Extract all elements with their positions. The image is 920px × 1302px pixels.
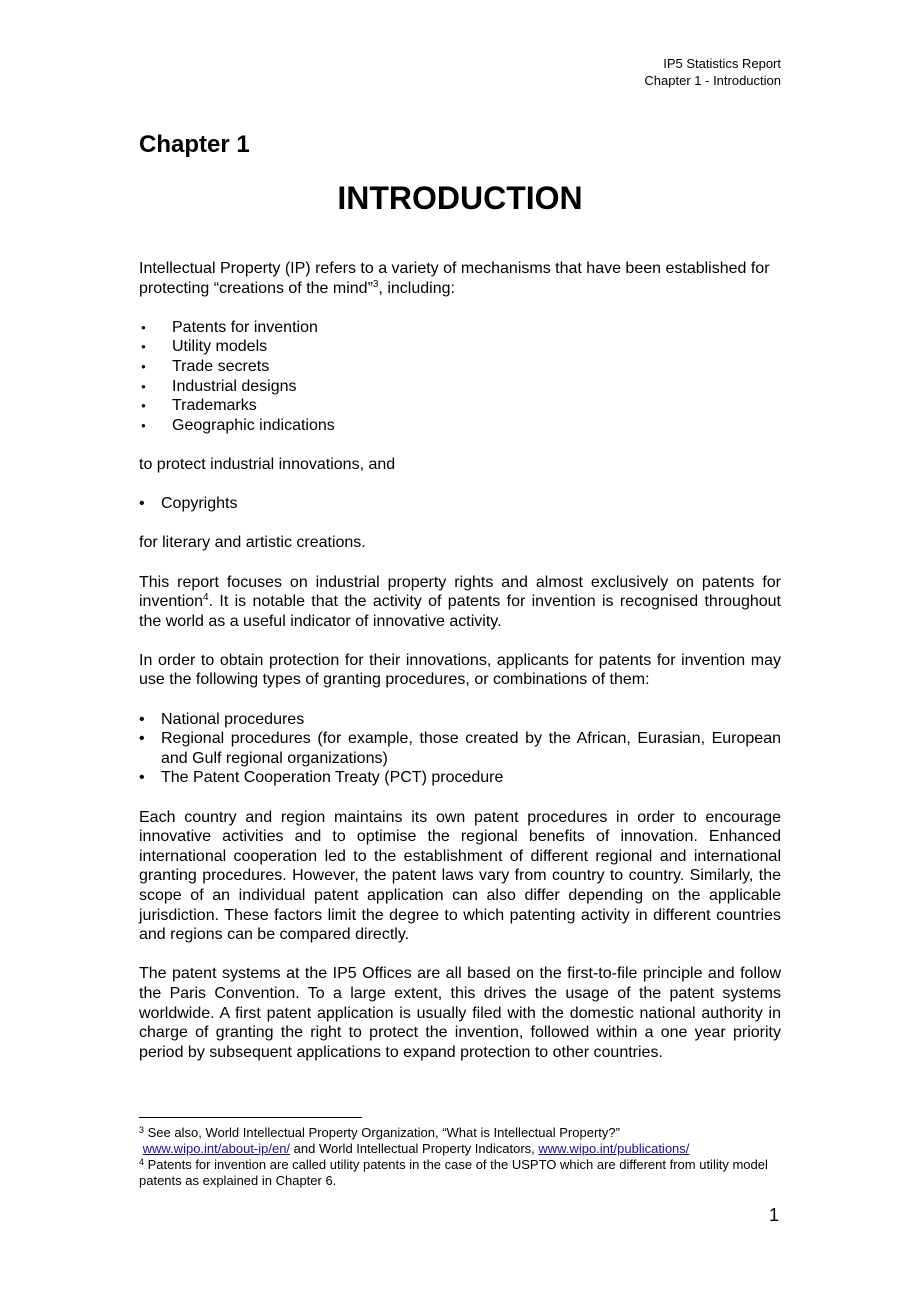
list-item: ● Trade secrets: [139, 357, 781, 377]
report-title: IP5 Statistics Report: [663, 56, 781, 71]
systems-paragraph: The patent systems at the IP5 Offices are all based on the first-to-file principle and follow the Paris Convention. To a large extent, this drives the usage of the patent systems worldwide. A first patent application is usually filed with the domestic national authority in charge of granting the right to protect the invention, followed within a one year priority period by subsequent applications to expand protection to other countries.: [139, 965, 781, 1061]
wipo-about-ip-link[interactable]: www.wipo.int/about-ip/en/: [142, 1141, 291, 1156]
intro-tail: , including:: [378, 279, 455, 297]
footnote-text: See also, World Intellectual Property Organization, “What is Intellectual Property?”: [144, 1125, 620, 1140]
footnote-divider: [139, 1117, 362, 1118]
industrial-line: to protect industrial innovations, and: [139, 455, 396, 473]
chapter-reference: Chapter 1 - Introduction: [644, 73, 781, 88]
list-item: • Copyrights: [139, 494, 781, 514]
procedures-intro: In order to obtain protection for their innovations, applicants for patents for invention may use the following types of granting procedures, or combinations of them:: [139, 651, 781, 689]
list-item: • The Patent Cooperation Treaty (PCT) procedure: [139, 768, 781, 788]
page-number: 1: [768, 1205, 779, 1225]
list-item: ● Utility models: [139, 337, 781, 357]
list-item: ● Patents for invention: [139, 318, 781, 338]
procedures-list: [139, 710, 781, 788]
focus-tail: . It is notable that the activity of patents for invention is recognised throughout the world as a useful indicator of innovative activity.: [139, 593, 781, 630]
footnote-3: [139, 1125, 781, 1157]
ip-types-list: [139, 318, 781, 436]
footnote-number: 4: [139, 1157, 145, 1167]
footnote-4: [139, 1157, 781, 1189]
footnotes: [139, 1125, 781, 1189]
chapter-label: Chapter 1: [139, 131, 250, 158]
intro-paragraph: [139, 259, 781, 298]
list-item: ● Industrial designs: [139, 377, 781, 397]
copyright-list: [139, 494, 781, 514]
region-paragraph: Each country and region maintains its own patent procedures in order to encourage innovative activities and to optimise the regional benefits of innovation. Enhanced international cooperation led to the establishment of different regional and international granting procedures. However, the patent laws vary from country to country. Similarly, the scope of an individual patent application can also differ depending on the applicable jurisdiction. These factors limit the degree to which patenting activity in different countries and regions can be compared directly.: [139, 808, 781, 944]
list-item: • Regional procedures (for example, those created by the African, Eurasian, European and Gulf regional organizations): [139, 729, 781, 768]
focus-paragraph: [139, 573, 781, 632]
running-header: [644, 55, 781, 89]
literary-line: for literary and artistic creations.: [139, 534, 366, 552]
page-title: INTRODUCTION: [337, 180, 583, 216]
footnote-text: and World Intellectual Property Indicators,: [290, 1141, 539, 1156]
footnote-ref-3[interactable]: 3: [372, 278, 379, 290]
wipo-publications-link[interactable]: www.wipo.int/publications/: [538, 1141, 690, 1156]
focus-text: This report focuses on industrial property rights and almost exclusively on patents for invention: [139, 573, 781, 611]
list-item: • National procedures: [139, 710, 781, 730]
intro-text: Intellectual Property (IP) refers to a variety of mechanisms that have been established for protecting “creations of the mind”: [139, 260, 770, 297]
body-text: [139, 259, 781, 1082]
footnote-text: Patents for invention are called utility patents in the case of the USPTO which are different from utility model patents as explained in Chapter 6.: [139, 1157, 768, 1188]
list-item: ● Trademarks: [139, 396, 781, 416]
footnote-ref-4[interactable]: 4: [203, 592, 209, 604]
list-item: ● Geographic indications: [139, 416, 781, 436]
footnote-number: 3: [139, 1125, 145, 1135]
